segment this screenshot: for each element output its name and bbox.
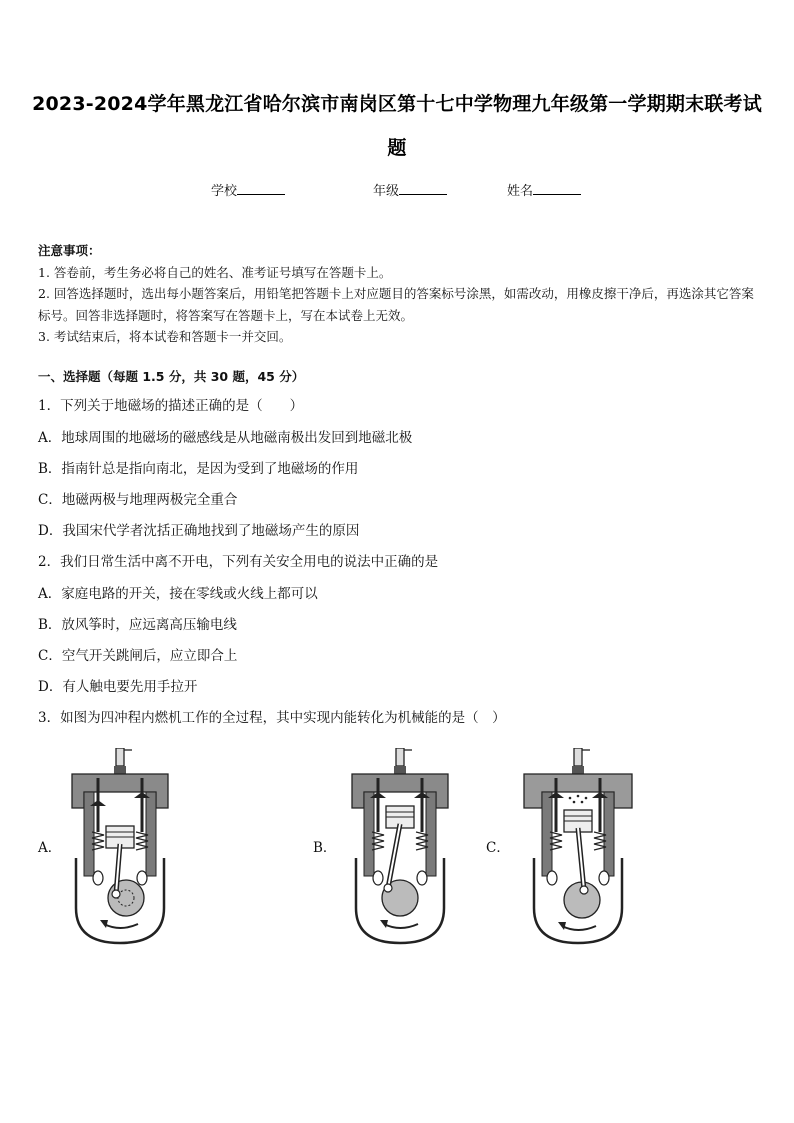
notes-heading: 注意事项： [38,243,101,258]
school-label: 学校 [211,184,238,199]
figure-a-label: A． [38,840,62,856]
exam-notes [38,240,762,348]
grade-label: 年级 [373,184,400,199]
section-heading: 一、选择题（每题 1.5 分，共 30 题，45 分） [38,369,305,384]
engine-diagram-a [60,748,180,948]
question-2-option-c: C．空气开关跳闸后，应立即合上 [38,648,238,664]
grade-field[interactable] [373,180,447,199]
engine-diagram-b [340,748,460,948]
question-2-option-d: D．有人触电要先用手拉开 [38,679,198,695]
school-field[interactable] [211,180,285,199]
engine-diagram-c [518,748,638,948]
question-2-stem: 2．我们日常生活中离不开电，下列有关安全用电的说法中正确的是 [38,554,439,570]
name-field[interactable] [507,180,581,199]
figure-c-label: C． [486,840,510,856]
note-item-2: 2. 回答选择题时，选出每小题答案后，用铅笔把答题卡上对应题目的答案标号涂黑，如需改动，用橡皮擦干净后，再选涂其它答案标号。回答非选择题时，将答案写在答题卡上，写在本试卷上无效。 [38,286,754,323]
question-1-option-d: D．我国宋代学者沈括正确地找到了地磁场产生的原因 [38,523,360,539]
grade-blank[interactable] [399,182,447,195]
question-2-option-a: A．家庭电路的开关，接在零线或火线上都可以 [38,586,318,602]
student-info-row [0,180,794,200]
school-blank[interactable] [237,182,285,195]
note-item-3: 3. 考试结束后，将本试卷和答题卡一并交回。 [38,329,292,344]
question-1-stem: 1．下列关于地磁场的描述正确的是（ ） [38,398,304,414]
name-label: 姓名 [507,184,534,199]
question-1-option-c: C．地磁两极与地理两极完全重合 [38,492,238,508]
title-line-1: 2023-2024学年黑龙江省哈尔滨市南岗区第十七中学物理九年级第一学期期末联考试 [32,93,762,115]
title-line-2: 题 [387,137,407,159]
question-1-option-b: B．指南针总是指向南北，是因为受到了地磁场的作用 [38,461,359,477]
note-item-1: 1. 答卷前，考生务必将自己的姓名、准考证号填写在答题卡上。 [38,264,392,280]
question-1-option-a: A．地球周围的地磁场的磁感线是从地磁南极出发回到地磁北极 [38,430,413,446]
question-2-option-b: B．放风筝时，应远离高压输电线 [38,617,237,633]
document-title [30,82,764,170]
question-3-stem: 3．如图为四冲程内燃机工作的全过程，其中实现内能转化为机械能的是（ ） [38,710,506,726]
figure-b-label: B． [313,840,337,856]
name-blank[interactable] [533,182,581,195]
